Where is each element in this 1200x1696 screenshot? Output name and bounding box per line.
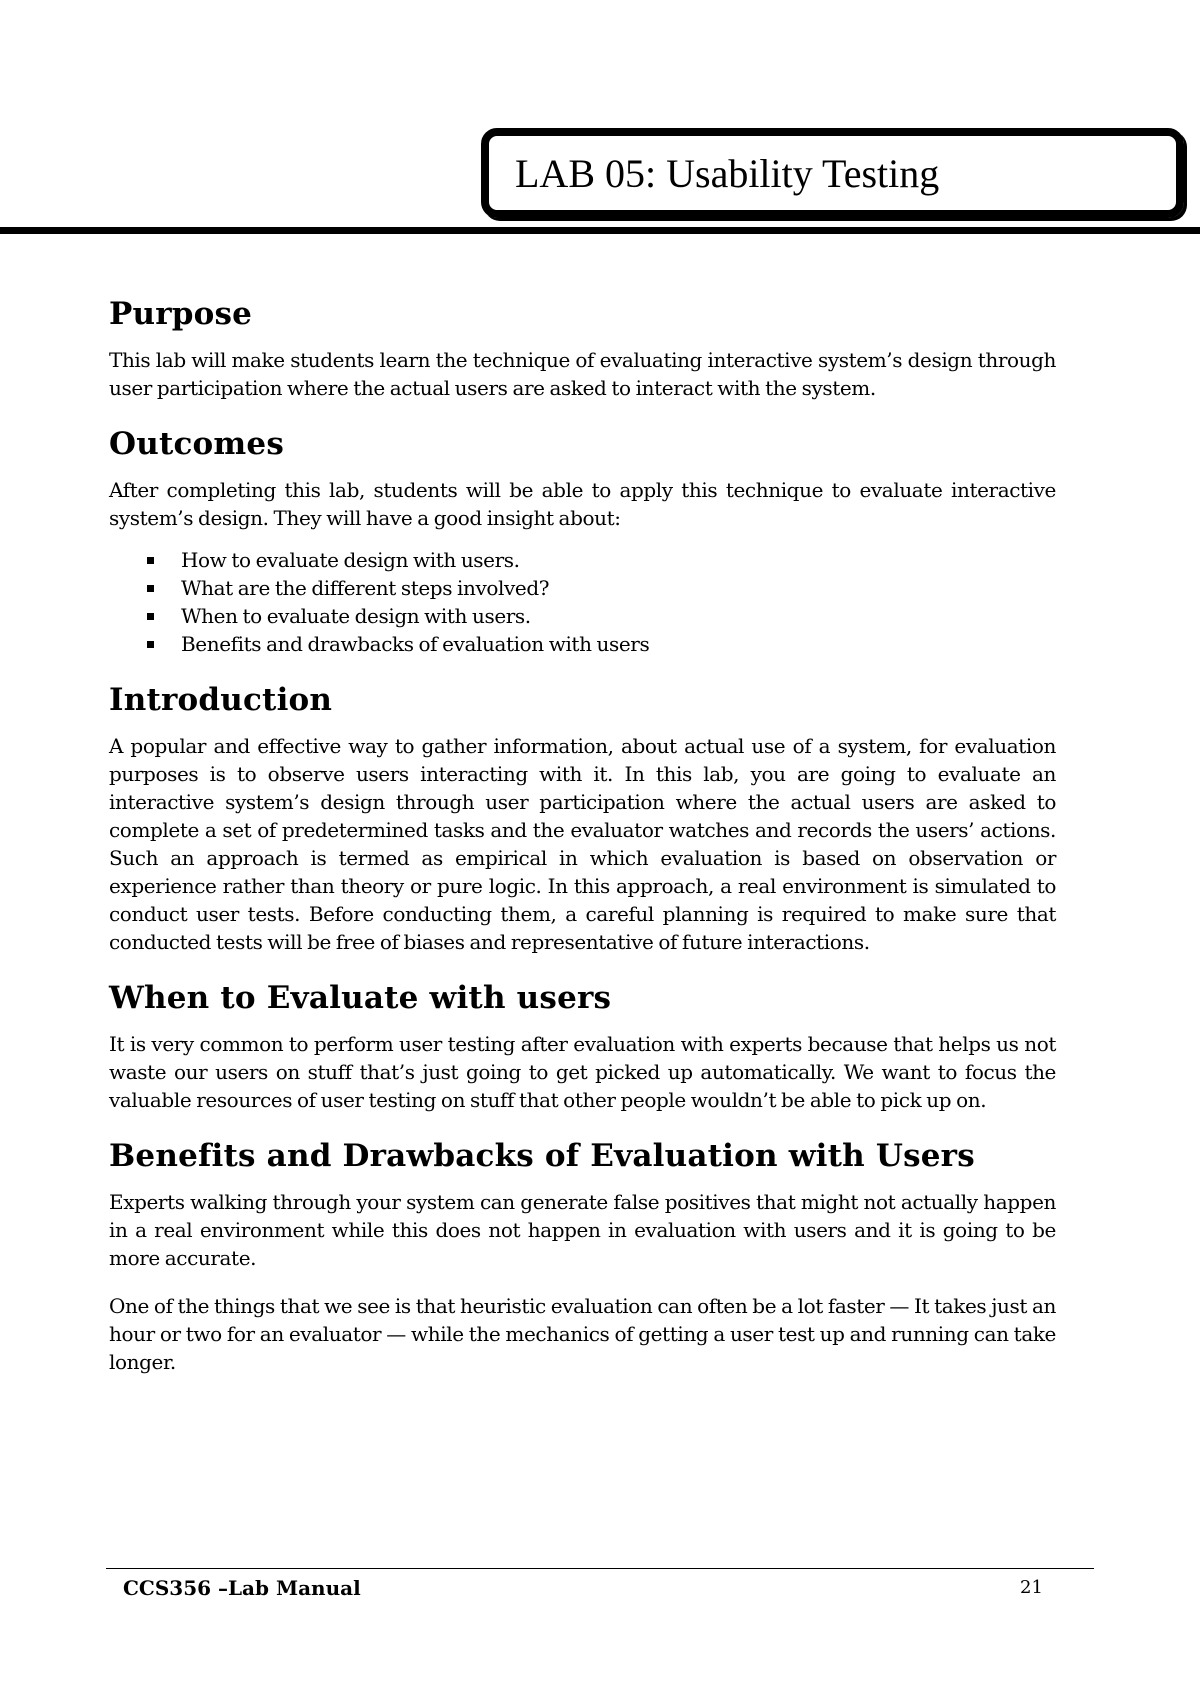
footer-rule — [106, 1568, 1094, 1569]
when-section — [109, 976, 1056, 1114]
footer-manual-label: CCS356 –Lab Manual — [123, 1576, 361, 1600]
outcomes-paragraph: After completing this lab, students will be able to apply this technique to evaluate interactive system’s design. They will have a good insight about: — [109, 478, 1056, 530]
benefits-paragraph: Experts walking through your system can generate false positives that might not actually happen in a real environment while this does not happen in evaluation with users and it is going to be more accurate. — [109, 1190, 1056, 1270]
outcomes-heading: Outcomes — [109, 426, 284, 462]
lab-title-box — [481, 128, 1184, 218]
purpose-section — [109, 292, 1056, 402]
benefits-paragraph: One of the things that we see is that heuristic evaluation can often be a lot faster — It takes just an hour or two for an evaluator — while the mechanics of getting a user test up and running can take longer. — [109, 1294, 1056, 1374]
when-paragraph: It is very common to perform user testing after evaluation with experts because that helps us not waste our users on stuff that’s just going to get picked up automatically. We want to focus the valuable resources of user testing on stuff that other people wouldn’t be able to pick up on. — [109, 1032, 1056, 1112]
outcome-item: When to evaluate design with users. — [181, 602, 1056, 630]
outcomes-list — [109, 546, 1056, 658]
outcome-item: What are the different steps involved? — [181, 574, 1056, 602]
outcome-item: Benefits and drawbacks of evaluation with users — [181, 630, 1056, 658]
header-rule — [0, 227, 1200, 234]
purpose-heading: Purpose — [109, 296, 253, 332]
benefits-section — [109, 1134, 1056, 1376]
outcome-item: How to evaluate design with users. — [181, 546, 1056, 574]
introduction-section — [109, 678, 1056, 956]
when-heading: When to Evaluate with users — [109, 980, 612, 1016]
introduction-paragraph: A popular and effective way to gather information, about actual use of a system, for evaluation purposes is to observe users interacting with it. In this lab, you are going to evaluate an interactive system’s design through user participation where the actual users are asked to complete a set of predetermined tasks and the evaluator watches and records the users’ actions. Such an approach is termed as empirical in which evaluation is based on observation or experience rather than theory or pure logic. In this approach, a real environment is simulated to conduct user tests. Before conducting them, a careful planning is required to make sure that conducted tests will be free of biases and representative of future interactions. — [109, 734, 1056, 954]
page-content — [109, 292, 1056, 1396]
page-number: 21 — [1020, 1577, 1043, 1598]
introduction-heading: Introduction — [109, 682, 333, 718]
lab-title: LAB 05: Usability Testing — [515, 151, 940, 196]
purpose-paragraph: This lab will make students learn the technique of evaluating interactive system’s design through user participation where the actual users are asked to interact with the system. — [109, 348, 1056, 400]
benefits-heading: Benefits and Drawbacks of Evaluation with Users — [109, 1138, 975, 1174]
outcomes-section — [109, 422, 1056, 658]
